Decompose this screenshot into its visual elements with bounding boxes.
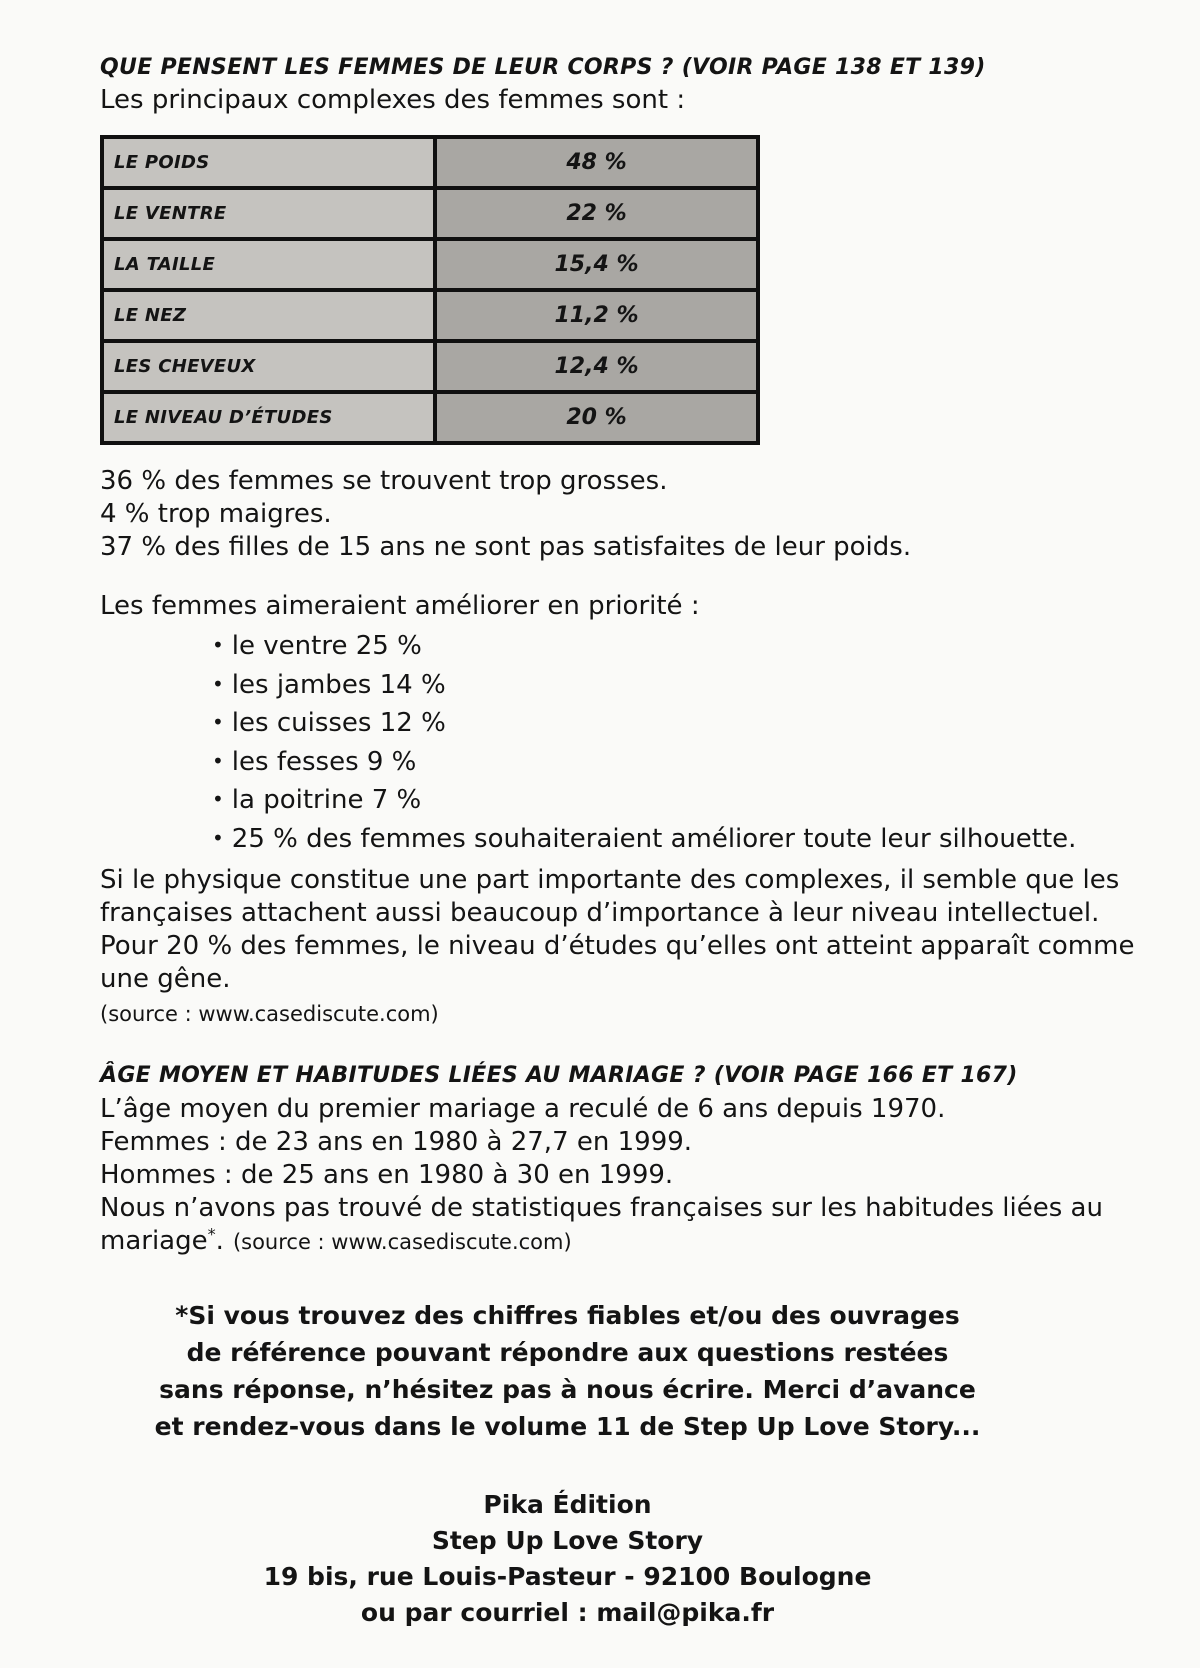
table-row (102, 392, 758, 443)
table-label: LA TAILLE (102, 239, 435, 290)
complexes-table (100, 135, 760, 445)
table-label: LE POIDS (102, 137, 435, 188)
stat-line: 4 % trop maigres. (100, 499, 332, 529)
mariage-line: L’âge moyen du premier mariage a reculé de 6 ans depuis 1970. (100, 1094, 946, 1124)
publisher-email: ou par courriel : mail@pika.fr (360, 1598, 775, 1627)
paragraph-line: Pour 20 % des femmes, le niveau d’études qu’elles ont atteint apparaît comme (100, 931, 1135, 961)
table-value: 15,4 % (435, 239, 758, 290)
list-item: • les cuisses 12 % (212, 704, 1140, 743)
footnote-block (100, 1297, 1035, 1445)
footnote-line: et rendez-vous dans le volume 11 de Step Up Love Story... (154, 1412, 981, 1441)
footnote-line: de référence pouvant répondre aux questions restées (186, 1338, 949, 1367)
stat-line: 37 % des filles de 15 ans ne sont pas satisfaites de leur poids. (100, 532, 912, 562)
paragraph-line: une gêne. (100, 964, 231, 994)
publisher-block (100, 1487, 1035, 1631)
priority-list (100, 627, 1140, 858)
table-label: LE NIVEAU D’ÉTUDES (102, 392, 435, 443)
footnote-asterisk: * (207, 1224, 216, 1244)
paragraph-line: françaises attachent aussi beaucoup d’importance à leur niveau intellectuel. (100, 898, 1100, 928)
stat-line: 36 % des femmes se trouvent trop grosses. (100, 466, 668, 496)
publisher-series: Step Up Love Story (431, 1526, 704, 1555)
table-value: 20 % (435, 392, 758, 443)
section-mariage-heading: ÂGE MOYEN ET HABITUDES LIÉES AU MARIAGE ? (VOIR PAGE 166 ET 167) (100, 1063, 1018, 1088)
footnote-line: sans réponse, n’hésitez pas à nous écrire. Merci d’avance (159, 1375, 976, 1404)
list-item: • 25 % des femmes souhaiteraient améliorer toute leur silhouette. (212, 820, 1140, 859)
mariage-line: Nous n’avons pas trouvé de statistiques françaises sur les habitudes liées au (100, 1193, 1103, 1223)
table-row (102, 239, 758, 290)
table-row (102, 137, 758, 188)
mariage-line: Hommes : de 25 ans en 1980 à 30 en 1999. (100, 1160, 674, 1190)
section-complexes-intro: Les principaux complexes des femmes sont : (100, 85, 686, 115)
mariage-line: Femmes : de 23 ans en 1980 à 27,7 en 1999. (100, 1127, 693, 1157)
source-line: (source : www.casediscute.com) (100, 1002, 439, 1026)
source-inline: (source : www.casediscute.com) (232, 1230, 572, 1254)
list-item: • le ventre 25 % (212, 627, 1140, 666)
footnote-line: *Si vous trouvez des chiffres fiables et/ou des ouvrages (175, 1301, 960, 1330)
table-value: 48 % (435, 137, 758, 188)
table-row (102, 188, 758, 239)
stats-block (100, 465, 1140, 564)
table-label: LE NEZ (102, 290, 435, 341)
list-item: • les fesses 9 % (212, 743, 1140, 782)
mariage-tail-word: mariage (100, 1226, 208, 1256)
table-label: LE VENTRE (102, 188, 435, 239)
table-value: 22 % (435, 188, 758, 239)
mariage-tail-period: . (215, 1226, 224, 1256)
section-complexes-heading: QUE PENSENT LES FEMMES DE LEUR CORPS ? (VOIR PAGE 138 ET 139) (100, 55, 986, 80)
analysis-paragraph (100, 864, 1140, 996)
list-item: • la poitrine 7 % (212, 781, 1140, 820)
publisher-name: Pika Édition (483, 1490, 652, 1519)
table-value: 12,4 % (435, 341, 758, 392)
publisher-address: 19 bis, rue Louis-Pasteur - 92100 Boulogne (263, 1562, 872, 1591)
table-label: LES CHEVEUX (102, 341, 435, 392)
table-row (102, 341, 758, 392)
table-row (102, 290, 758, 341)
table-value: 11,2 % (435, 290, 758, 341)
mariage-tail-line (100, 1225, 1140, 1259)
list-item: • les jambes 14 % (212, 666, 1140, 705)
list-intro: Les femmes aimeraient améliorer en priorité : (100, 591, 700, 621)
paragraph-line: Si le physique constitue une part importante des complexes, il semble que les (100, 865, 1120, 895)
